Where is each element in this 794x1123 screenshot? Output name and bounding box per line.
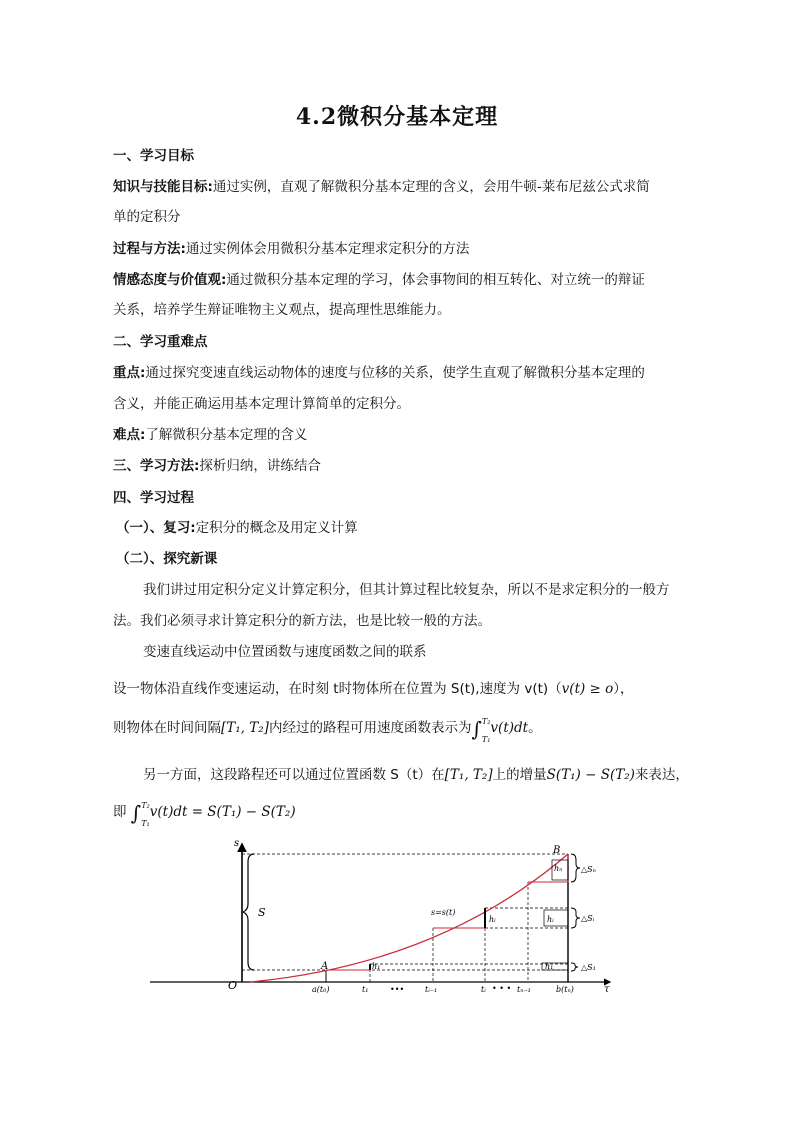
goal-emotion-line2: 关系，培养学生辩证唯物主义观点，提高理性思维能力。 — [113, 302, 451, 318]
section-heading-process: 四、学习过程 — [113, 490, 194, 506]
s-brace-label: S — [258, 906, 266, 919]
key-point-line1: 重点:通过探究变速直线运动物体的速度与位移的关系，使学生直观了解微积分基本定理的 — [113, 365, 645, 381]
hi-right-label: hᵢ — [547, 915, 554, 924]
s-brace — [243, 854, 254, 970]
motion-diagram — [140, 836, 620, 996]
origin-label: O — [228, 979, 238, 992]
paragraph5: 另一方面，这段路程还可以通过位置函数 S（t）在[T₁, T₂]上的增量S(T₁) − S(T₂)来表达， — [143, 767, 689, 783]
paragraph1-line2: 法。我们必须寻求计算定积分的新方法，也是比较一般的方法。 — [113, 613, 491, 629]
hi-label: hᵢ — [489, 915, 496, 924]
review-line: （一）、复习:定积分的概念及用定义计算 — [116, 520, 358, 536]
tick-ti-1: tᵢ₋₁ — [425, 985, 438, 994]
tick-tn-1: tₙ₋₁ — [517, 985, 531, 994]
h1-label: h₁ — [372, 962, 381, 971]
delta-sn-label: △Sₙ — [581, 865, 596, 874]
explore-heading: （二）、探究新课 — [116, 551, 218, 567]
delta-sn-brace — [571, 854, 580, 882]
integral-sign: ∫ — [130, 801, 142, 825]
point-a-label: A — [321, 961, 329, 972]
point-b-label: B — [553, 845, 561, 856]
curve-label: s=s(t) — [431, 908, 456, 917]
difficulty-label: 难点: — [113, 427, 146, 443]
integral-sign: ∫ — [471, 717, 482, 741]
paragraph1-line1: 我们讲过用定积分定义计算定积分，但其计算过程比较复杂，所以不是求定积分的一般方 — [143, 582, 670, 598]
tick-a-t0: a(t₀) — [312, 985, 330, 994]
h1-right-label: h₁ — [545, 962, 554, 971]
page-title: 4.2微积分基本定理 — [295, 104, 499, 130]
paragraph3: 设一物体沿直线作变速运动，在时刻 t时物体所在位置为 S(t),速度为 v(t)（v(t) ≥ o）， — [113, 681, 634, 697]
key-point-line2: 含义，并能正确运用基本定理计算简单的定积分。 — [113, 396, 410, 412]
position-curve — [250, 854, 568, 982]
paragraph2: 变速直线运动中位置函数与速度函数之间的联系 — [143, 644, 427, 660]
goal-knowledge-line2: 单的定积分 — [113, 209, 181, 225]
delta-si-brace — [571, 908, 580, 928]
delta-s1-brace — [571, 963, 578, 971]
delta-si-label: △Sᵢ — [581, 914, 595, 923]
y-axis-label: s — [234, 838, 240, 849]
section-heading-goals: 一、学习目标 — [113, 148, 194, 164]
delta-s1-label: △S₁ — [581, 963, 596, 972]
section-heading-method: 三、学习方法:探析归纳，讲练结合 — [113, 458, 321, 474]
tick-t1: t₁ — [362, 985, 369, 994]
difficulty: 难点:了解微积分基本定理的含义 — [113, 427, 308, 443]
tick-ti: tᵢ — [481, 985, 486, 994]
goal-process-label: 过程与方法: — [113, 241, 186, 257]
goal-emotion-line1: 情感态度与价值观:通过微积分基本定理的学习，体会事物间的相互转化、对立统一的辩证 — [113, 272, 645, 288]
paragraph6-formula: 即 ∫T₂ T₁v(t)dt = S(T₁) − S(T₂) — [113, 801, 296, 828]
section-heading-key-points: 二、学习重难点 — [113, 334, 208, 350]
key-point-label: 重点: — [113, 365, 146, 381]
integral-limits: T₂ T₁ — [481, 717, 491, 744]
tick-b-tn: b(tₙ) — [556, 985, 574, 994]
integral-limits: T₂ T₁ — [141, 801, 150, 828]
tick-ellipsis-1: ••• — [390, 985, 405, 994]
goal-knowledge-label: 知识与技能目标: — [113, 179, 213, 195]
goal-process: 过程与方法:通过实例体会用微积分基本定理求定积分的方法 — [113, 241, 470, 257]
hn-label: hₙ — [554, 864, 563, 873]
review-label: （一）、复习: — [116, 520, 196, 536]
goal-emotion-label: 情感态度与价值观: — [113, 272, 227, 288]
tick-ellipsis-2: • • • — [492, 984, 512, 993]
x-axis-label: τ — [604, 984, 610, 995]
paragraph4: 则物体在时间间隔[T₁, T₂]内经过的路程可用速度函数表示为∫T₂ T₁v(t)dt。 — [113, 717, 542, 744]
goal-knowledge-line1: 知识与技能目标:通过实例，直观了解微积分基本定理的含义，会用牛顿-莱布尼兹公式求简 — [113, 179, 650, 195]
